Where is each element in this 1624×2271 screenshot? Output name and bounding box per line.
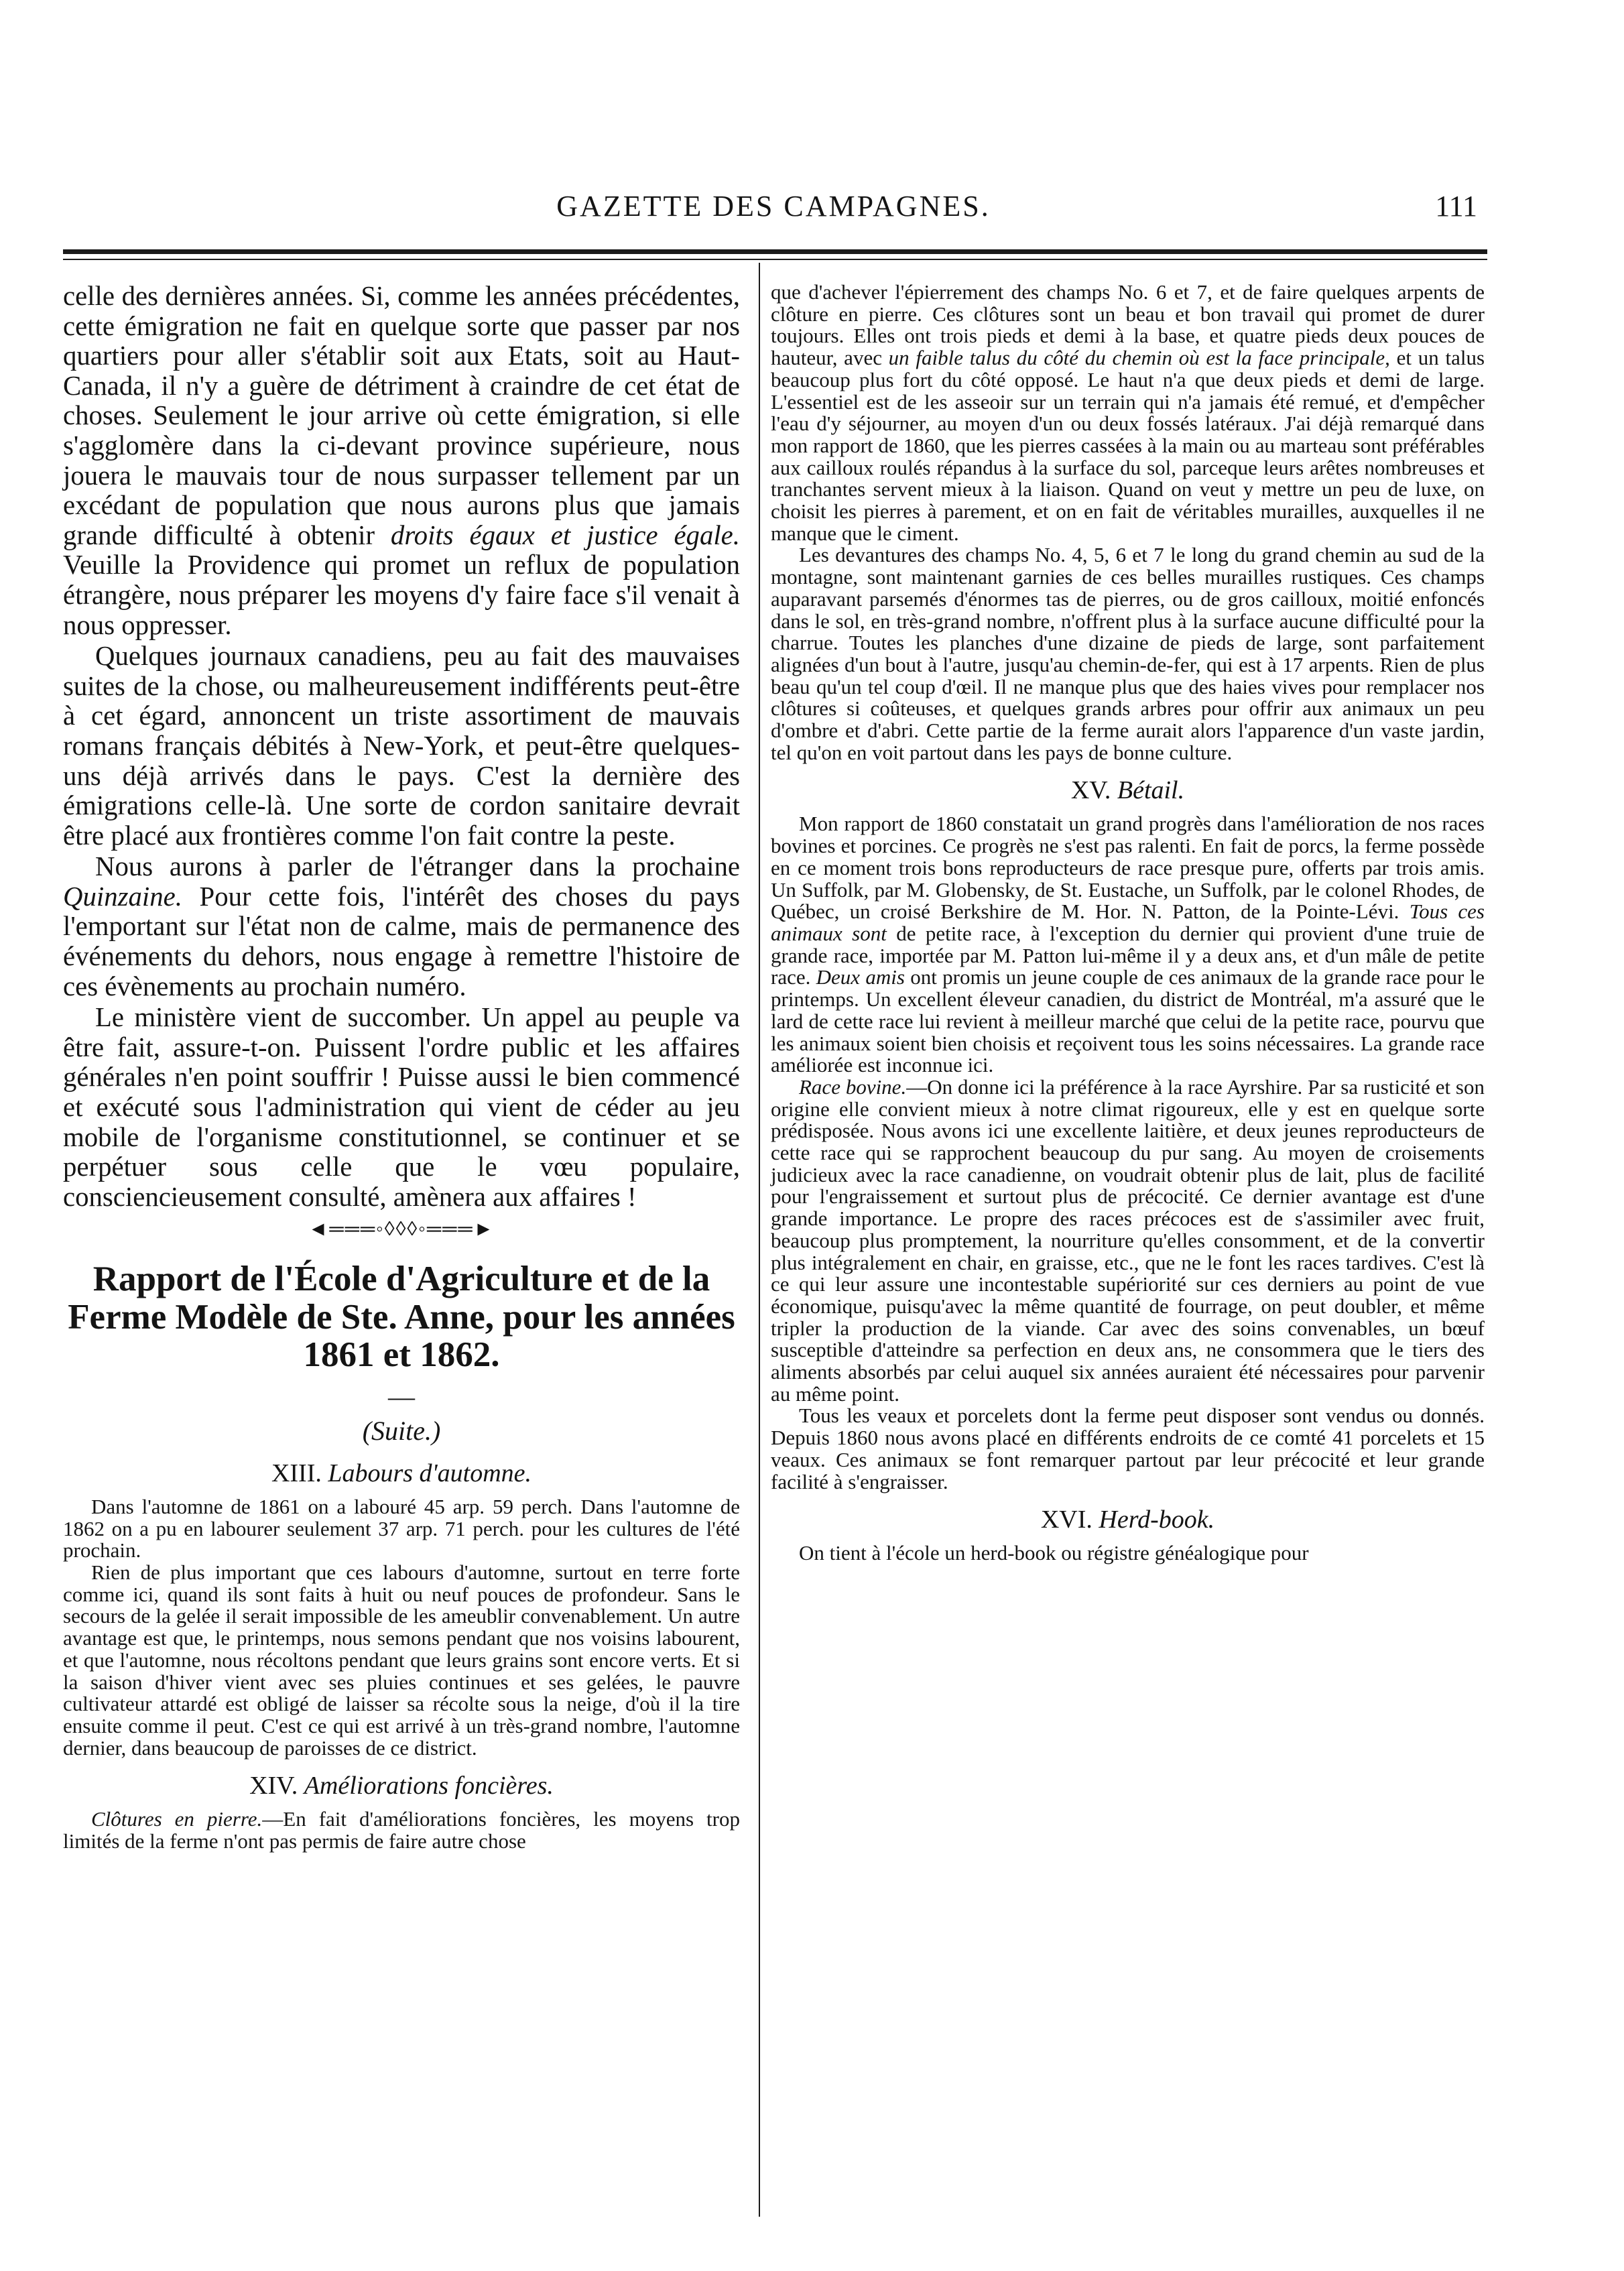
section-heading-14 (63, 1771, 740, 1800)
report-title: Rapport de l'École d'Agriculture et de la Ferme Modèle de Ste. Anne, pour les années 1861 et 1862. (68, 1260, 735, 1375)
paragraph-text: Veuille la Providence qui promet un reflux de population étrangère, nous préparer les moyens d'y faire face s'il venait à nous oppresser. (63, 550, 740, 640)
paragraph-text: Pour cette fois, l'intérêt des choses du pays l'emportant sur l'état non de calme, mais de permanence des événements du dehors, nous engage à remettre l'histoire de ces évènements au prochain numéro. (63, 881, 740, 1001)
editorial-paragraph-3 (63, 852, 740, 1001)
section-heading-15 (771, 776, 1485, 805)
left-column (63, 282, 740, 1853)
section-heading-13 (63, 1459, 740, 1488)
section-13-body (63, 1496, 740, 1759)
continued-label: (Suite.) (362, 1415, 441, 1446)
section-13-paragraph-1: Dans l'automne de 1861 on a labouré 45 arp. 59 perch. Dans l'automne de 1862 on a pu en labourer seulement 37 arp. 71 perch. pour les cultures de l'été prochain. (63, 1494, 740, 1562)
page-header (63, 189, 1484, 227)
right-paragraph-2: Les devantures des champs No. 4, 5, 6 et 7 le long du grand chemin au sud de la montagne, sont maintenant garnies de ces belles murailles rustiques. Ces champs auparavant parsemés d'énormes tas de pierres, ou de gros cailloux, moitié enfoncés dans le sol, en très-grand nombre, n'offrent plus à la surface aucune difficulté pour la charrue. Toutes les planches d'une dizaine de pieds de large, sont parfaitement alignées d'un bout à l'autre, jusqu'au chemin-de-fer, qui est à 17 arpents. Rien de plus beau qu'un tel coup d'œil. Il ne manque plus que des haies vives pour remplacer nos clôtures si coûteuses, et quelques grands arbres pour offrir aux animaux un peu d'ombre et d'abri. Cette partie de la ferme aurait alors l'apparence d'un vaste jardin, tel qu'on en voit partout dans les pays de bonne culture. (771, 543, 1485, 764)
right-column (771, 282, 1485, 1564)
column-divider (759, 263, 760, 2217)
section-title: Bétail. (1117, 776, 1185, 805)
section-15-paragraph-2 (771, 1077, 1485, 1406)
section-15-paragraph-1 (771, 813, 1485, 1076)
run-in-heading: Clôtures en pierre. (91, 1807, 263, 1831)
section-number: XIV. (249, 1772, 298, 1800)
italic-phrase: Tous ces animaux sont (771, 900, 1485, 945)
section-16-body (771, 1542, 1485, 1564)
section-title: Labours d'automne. (328, 1459, 532, 1487)
section-title: Herd-book. (1099, 1506, 1215, 1534)
page-number: 111 (1435, 190, 1477, 223)
italic-phrase: un faible talus du côté du chemin où est la face principale, (888, 346, 1390, 370)
header-rule-thick (63, 249, 1487, 254)
italic-phrase: Quinzaine. (63, 881, 182, 912)
section-14-paragraph-1 (63, 1808, 740, 1852)
editorial-text (63, 282, 740, 1212)
run-in-heading: Race bovine. (799, 1075, 907, 1099)
section-13-paragraph-2: Rien de plus important que ces labours d'automne, surtout en terre forte comme ici, quand ils sont faits à huit ou neuf pouces de profondeur. Sans le secours de la gelée il serait impossible de les ameublir convenablement. Un autre avantage est que, le printemps, nous semons pendant que nos voisins labourent, et que l'automne, nous récoltons pendant que leurs grains sont encore verts. Et si la saison d'hiver vient avec ses pluies continues et ses gelées, le pauvre cultivateur attardé est obligé de laisser sa récolte sous la neige, d'où il la tire ensuite comme il peut. C'est ce qui est arrivé à un très-grand nombre, l'automne dernier, dans beaucoup de paroisses de ce district. (63, 1560, 740, 1760)
paragraph-text: —En fait d'améliorations foncières, les moyens trop limités de la ferme n'ont pas permis de faire autre chose (63, 1807, 740, 1853)
section-number: XV. (1070, 776, 1111, 805)
section-14-body (63, 1808, 740, 1852)
right-paragraph-1 (771, 282, 1485, 544)
paragraph-text: Mon rapport de 1860 constatait un grand progrès dans l'amélioration de nos races bovines et porcines. Ce progrès ne s'est pas ralenti. En fait de porcs, la ferme possède en ce moment trois bons reproducteurs de race presque pure, offerts par trois amis. Un Suffolk, par M. Globensky, de St. Eustache, un Suffolk, par le colonel Rhodes, de Québec, un croisé Berkshire de M. Hor. N. Patton, de la Pointe-Lévi. (771, 812, 1485, 924)
section-15-body (771, 813, 1485, 1493)
section-title: Améliorations foncières. (304, 1772, 554, 1800)
paragraph-text: et un talus beaucoup plus fort du côté opposé. Le haut n'a que deux pieds et demi de large. L'essentiel est de les asseoir sur un terrain qui n'a jamais été remué, et d'empêcher l'eau d'y séjourner, au moyen d'un ou deux fossés latéraux. J'ai déjà remarqué dans mon rapport de 1860, que les pierres cassées à la main ou au marteau sont préférables aux cailloux roulés répandus à la surface du sol, parceque leurs arêtes nombreuses et tranchantes servent mieux à la liaison. Quand on veut y mettre un peu de luxe, on choisit les pierres à parement, et on en fait de véritables murailles, auxquelles il ne manque que le ciment. (771, 346, 1485, 545)
editorial-paragraph-1 (63, 282, 740, 640)
paragraph-text: de petite race, à l'exception du dernier qui provient d'une truie de grande race, importée par M. Patton lui-même il y a deux ans, et d'un mâle de petite race. (771, 921, 1485, 989)
editorial-paragraph-4: Le ministère vient de succomber. Un appel au peuple va être fait, assure-t-on. Puissent l'ordre public et les affaires générales n'en point souffrir ! Puisse aussi le bien commencé et exécuté sous l'administration qui vient de céder au jeu mobile de l'organisme constitutionnel, se continuer et se perpétuer sous celle que le vœu populaire, consciencieusement consulté, amènera aux affaires ! (63, 1002, 740, 1212)
italic-phrase: Deux amis (816, 965, 905, 989)
section-heading-16 (771, 1505, 1485, 1534)
section-15-paragraph-3: Tous les veaux et porcelets dont la ferme peut disposer sont vendus ou donnés. Depuis 1860 nous avons placé en différents endroits de ce comté 41 porcelets et 15 veaux. Ces animaux se font remarquer partout par leur précocité et leur grande facilité à s'engraisser. (771, 1404, 1485, 1493)
paragraph-text: que d'achever l'épierrement des champs No. 6 et 7, et de faire quelques arpents de clôture en pierre. Ces clôtures sont un beau et bon travail qui promet de durer toujours. Elles ont trois pieds et demi à la base, et quatre pieds deux pouces de hauteur, avec (771, 280, 1485, 370)
running-title: GAZETTE DES CAMPAGNES. (556, 190, 991, 223)
paragraph-text: —On donne ici la préférence à la race Ayrshire. Par sa rusticité et son origine elle convient mieux à notre climat rigoureux, elle y est en quelque sorte prédisposée. Nous avons ici une excellente laitière, et deux jeunes reproducteurs de cette race qui se rapprochent beaucoup du pur sang. Au moyen de croisements judicieux avec la race canadienne, on voudrait obtenir plus de lait, plus de facilité pour l'engraissement et surtout plus de précocité. Ce dernier avantage est d'une grande importance. Le propre des races précoces est de s'assimiler avec fruit, beaucoup plus promptement, la nourriture qu'elles consomment, et de la convertir plus intégralement en chair, en graisse, etc., que ne le font les races tardives. C'est là ce qui leur assure une incontestable supériorité sur ces derniers au point de vue économique, puisqu'avec la même quantité de fourrage, on peut doubler, et même tripler la production de la viande. Car avec des soins convenables, un bœuf susceptible d'atteindre sa perfection en deux ans, ne consommera que le tiers des aliments absorbés par celui auquel six années auraient été nécessaires pour parvenir au même point. (771, 1075, 1485, 1406)
italic-phrase: droits égaux et justice égale. (390, 519, 740, 550)
section-14-continued (771, 282, 1485, 763)
paragraph-text: Nous aurons à parler de l'étranger dans la prochaine (95, 851, 740, 882)
paragraph-text: celle des dernières années. Si, comme les années précédentes, cette émigration ne fait en quelque sorte que passer par nos quartiers pour aller s'établir soit aux Etats, soit au Haut-Canada, il n'y a guère de détriment à craindre de cet état de choses. Seulement le jour arrive où cette émigration, si elle s'agglomère dans la ci-devant province supérieure, nous jouera le mauvais tour de nous surpasser tellement par un excédant de population que nous aurons plus que jamais grande difficulté à obtenir (63, 281, 740, 550)
section-number: XIII. (271, 1459, 322, 1487)
header-rule-thin (63, 259, 1487, 260)
title-dash: — (388, 1381, 415, 1412)
ornamental-divider: ◄═══◦◊◊◊◦═══► (308, 1218, 495, 1241)
section-16-paragraph-1: On tient à l'école un herd-book ou régistre généalogique pour (799, 1541, 1309, 1565)
editorial-paragraph-2: Quelques journaux canadiens, peu au fait des mauvaises suites de la chose, ou malheureusement indifférents peut-être à cet égard, annoncent un triste assortiment de mauvais romans français débités à New-York, et peut-être quelques-uns déjà arrivés dans le pays. C'est la dernière des émigrations celle-là. Une sorte de cordon sanitaire devrait être placé aux frontières comme l'on fait contre la peste. (63, 641, 740, 851)
section-number: XVI. (1040, 1506, 1092, 1534)
paragraph-text: ont promis un jeune couple de ces animaux de la grande race pour le printemps. Un excellent éleveur canadien, du district de Montréal, m'a assuré que le lard de cette race lui revient à meilleur marché que celui de la petite race, pourvu que les animaux soient bien choisis et reçoivent tous les soins nécessaires. La grande race améliorée est inconnue ici. (771, 965, 1485, 1077)
